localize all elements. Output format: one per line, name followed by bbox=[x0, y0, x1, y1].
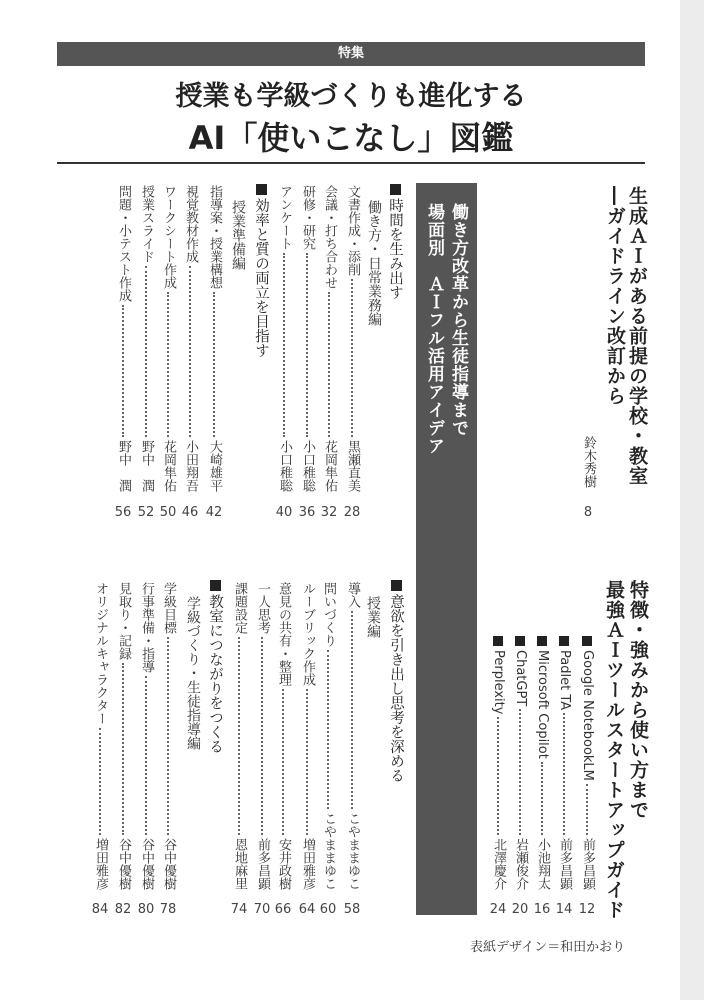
entry-page-number[interactable]: 60 bbox=[319, 902, 337, 917]
entry-title: 一人思考 bbox=[255, 582, 270, 634]
toc-entry[interactable] bbox=[136, 582, 156, 890]
square-bullet-icon bbox=[210, 580, 221, 591]
entry-page-number[interactable]: 56 bbox=[114, 505, 132, 520]
toc-entry[interactable] bbox=[319, 185, 339, 492]
toc-entry[interactable] bbox=[158, 582, 178, 890]
entry-author: 小口稚聡 bbox=[277, 440, 292, 492]
entry-title: 意見の共有・整理 bbox=[276, 582, 291, 686]
entry-page-number[interactable]: 14 bbox=[555, 902, 573, 917]
entry-page-number[interactable]: 58 bbox=[343, 902, 361, 917]
entry-author: 恩地麻里 bbox=[232, 838, 247, 890]
entry-page-number[interactable]: 42 bbox=[205, 505, 223, 520]
section-subheading: 学級づくり・生徒指導編 bbox=[185, 596, 201, 750]
toc-entry[interactable] bbox=[342, 582, 362, 890]
entry-title: 文書作成・添削 bbox=[345, 185, 360, 276]
entry-page-number[interactable]: 50 bbox=[159, 505, 177, 520]
entry-author: 小田翔吾 bbox=[183, 440, 198, 492]
toc-entry[interactable] bbox=[554, 636, 574, 890]
entry-page-number[interactable]: 24 bbox=[489, 902, 507, 917]
square-bullet-icon bbox=[559, 636, 569, 646]
entry-author: こやままゆこ bbox=[321, 812, 336, 890]
entry-page-number[interactable]: 52 bbox=[137, 505, 155, 520]
entry-author: 谷中優樹 bbox=[161, 838, 176, 890]
entry-author: 前多昌顕 bbox=[255, 838, 270, 890]
section-subheading: 働き方・日常業務編 bbox=[366, 200, 382, 326]
entry-title: 会議・打ち合わせ bbox=[322, 185, 337, 289]
dotted-leader bbox=[167, 637, 169, 835]
entry-title: 導入 bbox=[345, 582, 360, 608]
entry-author: 谷中優樹 bbox=[116, 838, 131, 890]
toc-entry[interactable] bbox=[90, 582, 110, 890]
entry-author: 野中 潤 bbox=[116, 440, 131, 492]
dotted-leader bbox=[145, 676, 147, 835]
dotted-leader bbox=[327, 650, 329, 809]
dotted-leader bbox=[189, 266, 191, 437]
entry-author: 増田雅彦 bbox=[93, 838, 108, 890]
entry-author: 岩瀬俊介 bbox=[513, 838, 528, 890]
section-heading-text: 教室につながりをつくる bbox=[207, 594, 223, 754]
toc-entry[interactable] bbox=[297, 582, 317, 890]
dotted-leader bbox=[238, 637, 240, 835]
dotted-leader bbox=[328, 292, 330, 437]
article1-title-line-2: ―ガイドライン改訂から bbox=[604, 186, 626, 406]
entry-page-number[interactable]: 64 bbox=[298, 902, 316, 917]
square-bullet-icon bbox=[537, 636, 547, 646]
title-line-2: AI「使いこなし」図鑑 bbox=[188, 119, 514, 157]
entry-page-number[interactable]: 12 bbox=[578, 902, 596, 917]
dotted-leader bbox=[122, 305, 124, 437]
entry-page-number[interactable]: 70 bbox=[253, 902, 271, 917]
dotted-leader bbox=[145, 266, 147, 437]
dotted-leader bbox=[541, 762, 543, 835]
entry-author: 花岡隼佑 bbox=[161, 440, 176, 492]
dotted-leader bbox=[586, 784, 588, 835]
entry-author: 大崎雄平 bbox=[207, 440, 222, 492]
section-heading-text: 意欲を引き出し思考を深める bbox=[388, 594, 404, 783]
entry-page-number[interactable]: 80 bbox=[137, 902, 155, 917]
entry-author: 前多昌顕 bbox=[557, 838, 572, 890]
toc-entry[interactable] bbox=[229, 582, 249, 890]
toc-entry[interactable] bbox=[252, 582, 272, 890]
toc-entry[interactable] bbox=[136, 185, 156, 492]
toc-entry[interactable] bbox=[510, 636, 530, 890]
toc-entry[interactable] bbox=[297, 185, 317, 492]
toc-entry[interactable] bbox=[180, 185, 200, 492]
entry-page-number[interactable]: 28 bbox=[343, 505, 361, 520]
entry-page-number[interactable]: 84 bbox=[91, 902, 109, 917]
article1-author: 鈴木秀樹 bbox=[581, 436, 596, 488]
entry-author: 増田雅彦 bbox=[300, 838, 315, 890]
entry-author: 黒瀬直美 bbox=[345, 440, 360, 492]
entry-author: 前多昌顕 bbox=[580, 838, 595, 890]
entry-title: ワークシート作成 bbox=[161, 185, 176, 289]
dotted-leader bbox=[99, 728, 101, 835]
entry-title: 視覚教材作成 bbox=[183, 185, 198, 263]
toc-entry[interactable] bbox=[158, 185, 178, 492]
entry-author: 安井政樹 bbox=[276, 838, 291, 890]
section-heading bbox=[385, 184, 405, 300]
entry-title: ルーブリック作成 bbox=[300, 582, 315, 686]
dotted-leader bbox=[261, 637, 263, 835]
entry-page-number[interactable]: 20 bbox=[511, 902, 529, 917]
entry-author: 小口稚聡 bbox=[300, 440, 315, 492]
article2-title-line-2: 最強ＡＩツールスタートアップガイド bbox=[603, 580, 625, 920]
square-bullet-icon bbox=[390, 184, 401, 195]
entry-page-number[interactable]: 74 bbox=[230, 902, 248, 917]
dotted-leader bbox=[306, 689, 308, 835]
toc-entry[interactable] bbox=[318, 582, 338, 890]
entry-title: オリジナルキャラクター bbox=[93, 582, 108, 725]
entry-title: アンケート bbox=[277, 185, 292, 250]
square-bullet-icon bbox=[391, 580, 402, 591]
title-divider bbox=[57, 162, 645, 164]
entry-title: Padlet TA bbox=[557, 650, 572, 711]
square-bullet-icon bbox=[493, 636, 503, 646]
entry-author: こやままゆこ bbox=[345, 812, 360, 890]
section-heading bbox=[205, 580, 225, 754]
entry-title: 行事準備・指導 bbox=[139, 582, 154, 673]
entry-page-number[interactable]: 82 bbox=[114, 902, 132, 917]
dotted-leader bbox=[497, 717, 499, 835]
section-heading bbox=[251, 184, 271, 358]
entry-page-number[interactable]: 16 bbox=[533, 902, 551, 917]
section-heading-text: 時間を生み出す bbox=[387, 198, 403, 300]
section-subheading: 授業編 bbox=[365, 596, 381, 638]
entry-author: 谷中優樹 bbox=[139, 838, 154, 890]
dotted-leader bbox=[282, 689, 284, 835]
toc-entry[interactable] bbox=[342, 185, 362, 492]
entry-page-number[interactable]: 40 bbox=[275, 505, 293, 520]
entry-title: 問いづくり bbox=[321, 582, 336, 647]
entry-title: Google NotebookLM bbox=[580, 650, 595, 781]
toc-entry[interactable] bbox=[577, 636, 597, 890]
entry-title: Microsoft Copilot bbox=[535, 650, 550, 759]
feature-band bbox=[416, 183, 477, 915]
toc-entry[interactable] bbox=[274, 185, 294, 492]
entry-title: Perplexity bbox=[491, 650, 506, 715]
article1-page[interactable]: 8 bbox=[583, 505, 593, 520]
cover-design-credit: 表紙デザイン＝和田かおり bbox=[470, 940, 626, 955]
toc-entry[interactable] bbox=[113, 185, 133, 492]
dotted-leader bbox=[351, 611, 353, 809]
square-bullet-icon bbox=[582, 636, 592, 646]
band-line-2: 場面別 ＡＩフル活用アイデア bbox=[424, 203, 444, 455]
dotted-leader bbox=[167, 292, 169, 437]
entry-title: 問題・小テスト作成 bbox=[116, 185, 131, 302]
entry-title: 見取り・記録 bbox=[116, 582, 131, 660]
section-heading bbox=[386, 580, 406, 783]
entry-author: 小池翔太 bbox=[535, 838, 550, 890]
toc-entry[interactable] bbox=[273, 582, 293, 890]
dotted-leader bbox=[283, 253, 285, 437]
entry-page-number[interactable]: 78 bbox=[159, 902, 177, 917]
dotted-leader bbox=[306, 253, 308, 437]
dotted-leader bbox=[122, 663, 124, 835]
toc-entry[interactable] bbox=[532, 636, 552, 890]
entry-title: 授業スライド bbox=[139, 185, 154, 263]
section-subheading: 授業準備編 bbox=[230, 200, 246, 270]
dotted-leader bbox=[563, 713, 565, 835]
square-bullet-icon bbox=[256, 184, 267, 195]
article2-title-line-1: 特徴・強みから使い方まで bbox=[627, 580, 649, 820]
entry-title: 指導案・授業構想 bbox=[207, 185, 222, 289]
entry-author: 花岡隼佑 bbox=[322, 440, 337, 492]
section-heading-text: 効率と質の両立を目指す bbox=[253, 198, 269, 358]
entry-title: 課題設定 bbox=[232, 582, 247, 634]
toc-entry[interactable] bbox=[113, 582, 133, 890]
entry-page-number[interactable]: 32 bbox=[320, 505, 338, 520]
dotted-leader bbox=[519, 709, 521, 835]
feature-label-bar: 特集 bbox=[57, 42, 645, 66]
entry-author: 野中 潤 bbox=[139, 440, 154, 492]
entry-title: 学級目標 bbox=[161, 582, 176, 634]
dotted-leader bbox=[213, 292, 215, 437]
entry-title: 研修・研究 bbox=[300, 185, 315, 250]
entry-author: 北澤慶介 bbox=[491, 838, 506, 890]
band-line-1: 働き方改革から生徒指導まで bbox=[448, 203, 468, 437]
article1-title-line-1: 生成ＡＩがある前提の学校・教室 bbox=[626, 186, 648, 486]
toc-entry[interactable] bbox=[204, 185, 224, 492]
entry-page-number[interactable]: 66 bbox=[274, 902, 292, 917]
dotted-leader bbox=[351, 279, 353, 437]
title-line-1: 授業も学級づくりも進化する bbox=[175, 81, 527, 112]
square-bullet-icon bbox=[515, 636, 525, 646]
toc-entry[interactable] bbox=[488, 636, 508, 890]
entry-page-number[interactable]: 36 bbox=[298, 505, 316, 520]
entry-page-number[interactable]: 46 bbox=[181, 505, 199, 520]
entry-title: ChatGPT bbox=[513, 650, 528, 707]
